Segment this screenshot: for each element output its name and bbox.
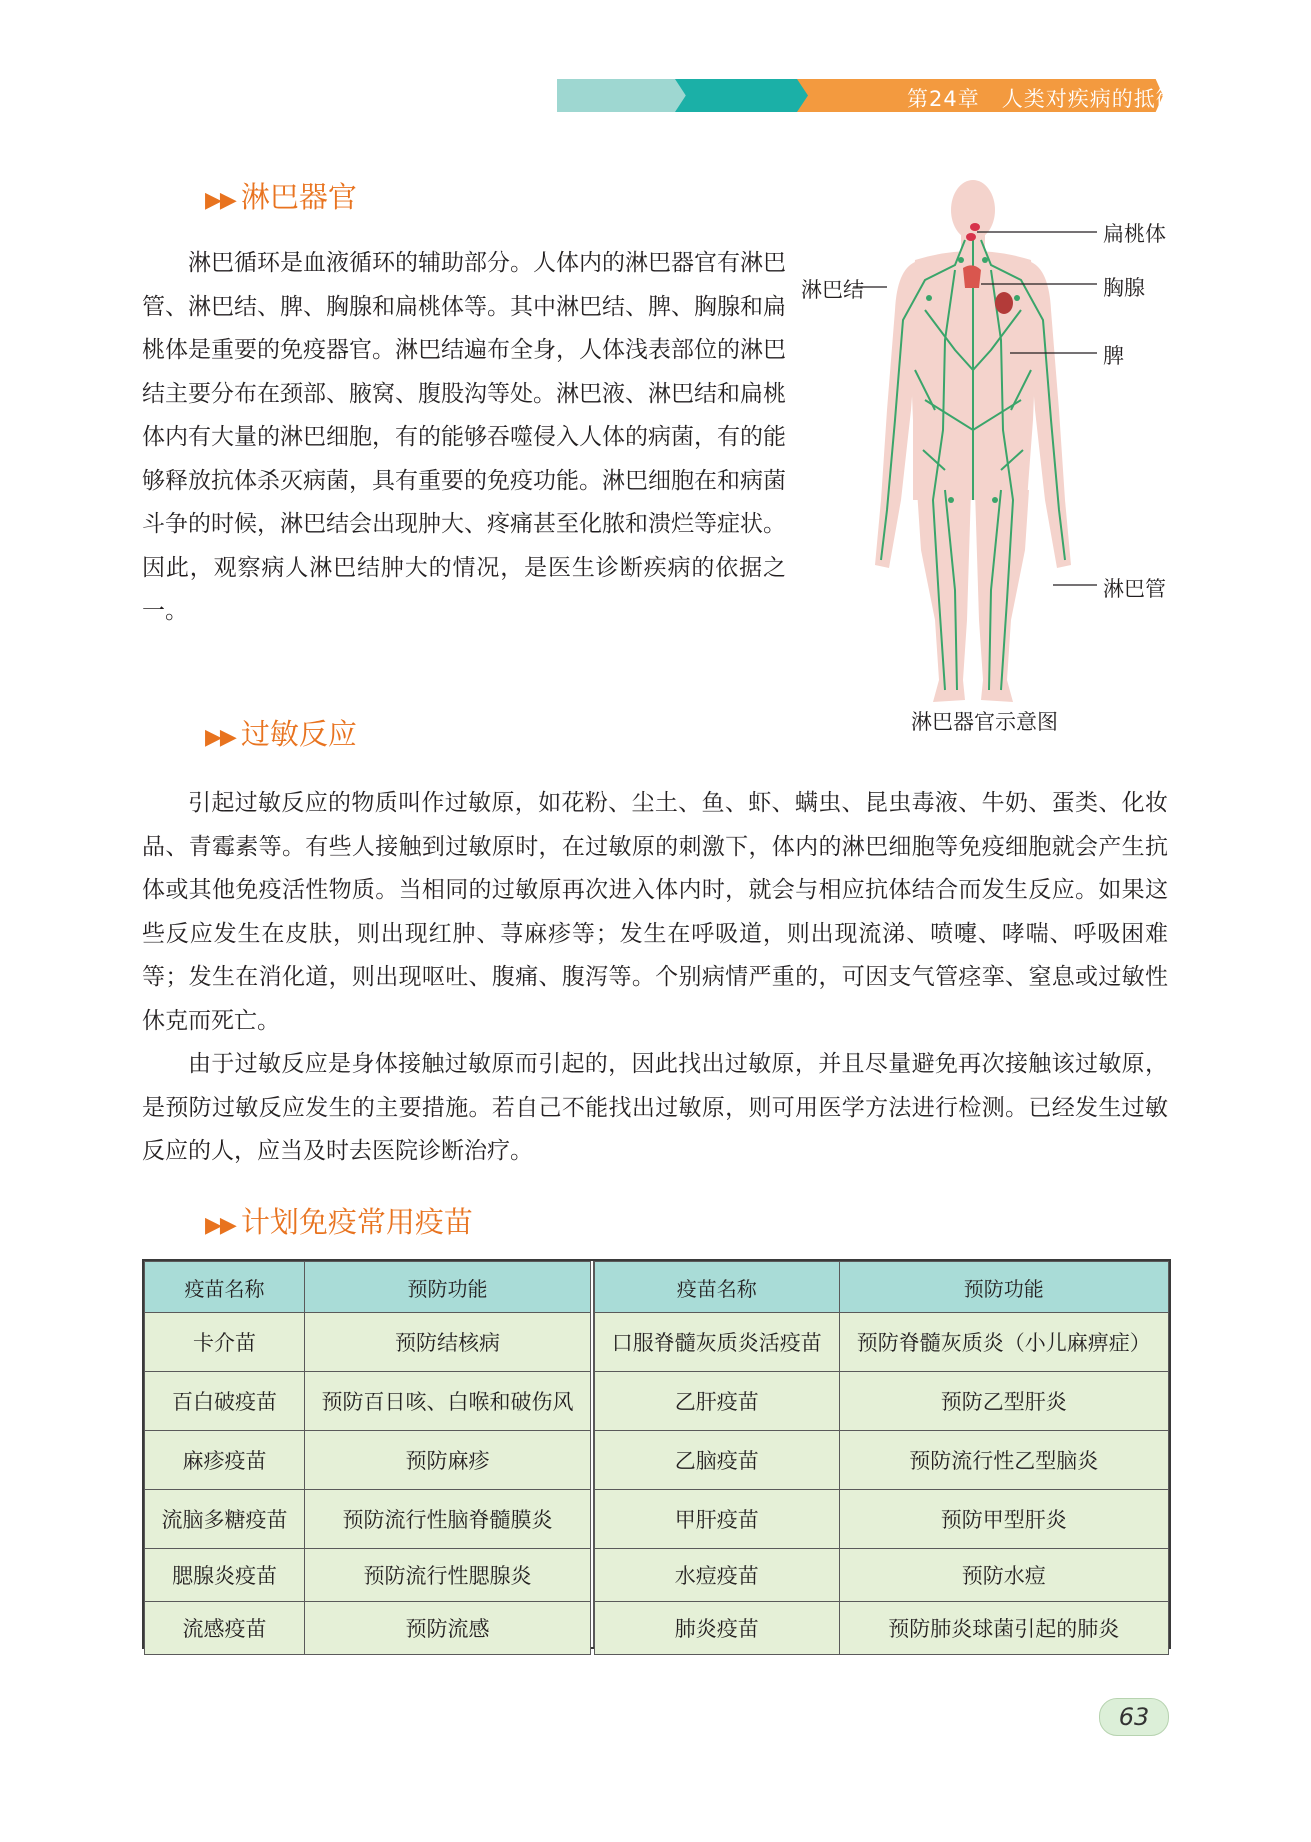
vaccine-function: 预防麻疹 xyxy=(305,1431,591,1490)
vaccine-function: 预防百日咳、白喉和破伤风 xyxy=(305,1372,591,1431)
vaccine-table-right xyxy=(594,1261,1169,1655)
section-heading-allergy xyxy=(205,712,357,753)
paragraph-text: 淋巴循环是血液循环的辅助部分。人体内的淋巴器官有淋巴管、淋巴结、脾、胸腺和扁桃体等。其中淋巴结、脾、胸腺和扁桃体是重要的免疫器官。淋巴结遍布全身，人体浅表部位的淋巴结主要分布在颈部、腋窝、腹股沟等处。淋巴液、淋巴结和扁桃体内有大量的淋巴细胞，有的能够吞噬侵入人体的病菌，有的能够释放抗体杀灭病菌，具有重要的免疫功能。淋巴细胞在和病菌斗争的时候，淋巴结会出现肿大、疼痛甚至化脓和溃烂等症状。因此，观察病人淋巴结肿大的情况，是医生诊断疾病的依据之一。 xyxy=(142,250,786,624)
table-row xyxy=(145,1549,591,1602)
column-header-function: 预防功能 xyxy=(839,1262,1169,1313)
vaccine-function: 预防水痘 xyxy=(839,1549,1169,1602)
vaccine-table-left xyxy=(144,1261,591,1655)
label-spleen: 脾 xyxy=(1103,344,1124,368)
table-row xyxy=(595,1431,1169,1490)
vaccine-name: 甲肝疫苗 xyxy=(595,1490,840,1549)
vaccine-name: 口服脊髓灰质炎活疫苗 xyxy=(595,1313,840,1372)
chapter-title: 第24章 人类对疾病的抵御 xyxy=(907,87,1178,111)
table-row xyxy=(145,1313,591,1372)
table-row xyxy=(145,1602,591,1655)
paragraph-text: 由于过敏反应是身体接触过敏原而引起的，因此找出过敏原，并且尽量避免再次接触该过敏原，是预防过敏反应发生的主要措施。若自己不能找出过敏原，则可用医学方法进行检测。已经发生过敏反应的人，应当及时去医院诊断治疗。 xyxy=(142,1051,1168,1164)
vaccine-name: 流感疫苗 xyxy=(145,1602,305,1655)
section-heading-lymph xyxy=(205,175,357,216)
vaccine-function: 预防流行性脑脊髓膜炎 xyxy=(305,1490,591,1549)
double-arrow-icon: ▶▶ xyxy=(205,188,235,213)
label-lymph-vessel: 淋巴管 xyxy=(1103,577,1166,601)
table-row xyxy=(595,1549,1169,1602)
vaccine-name: 水痘疫苗 xyxy=(595,1549,840,1602)
label-thymus: 胸腺 xyxy=(1103,276,1145,300)
label-lymph-node: 淋巴结 xyxy=(801,278,864,302)
section-heading-text: 计划免疫常用疫苗 xyxy=(240,1205,473,1239)
paragraph-text: 引起过敏反应的物质叫作过敏原，如花粉、尘土、鱼、虾、螨虫、昆虫毒液、牛奶、蛋类、化妆品、青霉素等。有些人接触到过敏原时，在过敏原的刺激下，体内的淋巴细胞等免疫细胞就会产生抗体或其他免疫活性物质。当相同的过敏原再次进入体内时，就会与相应抗体结合而发生反应。如果这些反应发生在皮肤，则出现红肿、荨麻疹等；发生在呼吸道，则出现流涕、喷嚏、哮喘、呼吸困难等；发生在消化道，则出现呕吐、腹痛、腹泻等。个别病情严重的，可因支气管痉挛、窒息或过敏性休克而死亡。 xyxy=(142,790,1168,1034)
vaccine-function: 预防肺炎球菌引起的肺炎 xyxy=(839,1602,1169,1655)
vaccine-name: 麻疹疫苗 xyxy=(145,1431,305,1490)
paragraph-lymph xyxy=(142,242,786,634)
vaccine-function: 预防甲型肝炎 xyxy=(839,1490,1169,1549)
vaccine-function: 预防流感 xyxy=(305,1602,591,1655)
vaccine-function: 预防乙型肝炎 xyxy=(839,1372,1169,1431)
page-number: 63 xyxy=(1099,1698,1169,1736)
section-heading-text: 过敏反应 xyxy=(240,717,357,751)
vaccine-name: 乙肝疫苗 xyxy=(595,1372,840,1431)
table-row xyxy=(595,1372,1169,1431)
column-header-name: 疫苗名称 xyxy=(595,1262,840,1313)
vaccine-name: 流脑多糖疫苗 xyxy=(145,1490,305,1549)
figure-caption: 淋巴器官示意图 xyxy=(911,710,1058,734)
column-header-name: 疫苗名称 xyxy=(145,1262,305,1313)
banner-segment-light xyxy=(557,79,687,112)
vaccine-name: 肺炎疫苗 xyxy=(595,1602,840,1655)
vaccine-function: 预防脊髓灰质炎（小儿麻痹症） xyxy=(839,1313,1169,1372)
body-illustration xyxy=(805,170,1185,710)
table-row xyxy=(595,1602,1169,1655)
table-row xyxy=(595,1490,1169,1549)
label-tonsil: 扁桃体 xyxy=(1103,222,1166,246)
double-arrow-icon: ▶▶ xyxy=(205,725,235,750)
chapter-banner xyxy=(557,79,1178,112)
lymph-organs-figure xyxy=(801,170,1185,740)
vaccine-name: 乙脑疫苗 xyxy=(595,1431,840,1490)
double-arrow-icon: ▶▶ xyxy=(205,1213,235,1238)
table-row xyxy=(145,1431,591,1490)
paragraph-allergy xyxy=(142,782,1168,1174)
vaccine-name: 腮腺炎疫苗 xyxy=(145,1549,305,1602)
vaccine-table xyxy=(142,1259,1171,1649)
table-row xyxy=(145,1490,591,1549)
vaccine-function: 预防结核病 xyxy=(305,1313,591,1372)
vaccine-function: 预防流行性腮腺炎 xyxy=(305,1549,591,1602)
vaccine-name: 百白破疫苗 xyxy=(145,1372,305,1431)
table-row xyxy=(145,1372,591,1431)
vaccine-name: 卡介苗 xyxy=(145,1313,305,1372)
banner-segment-teal xyxy=(675,79,810,112)
table-row xyxy=(595,1313,1169,1372)
vaccine-function: 预防流行性乙型脑炎 xyxy=(839,1431,1169,1490)
section-heading-vaccine xyxy=(205,1200,473,1241)
column-header-function: 预防功能 xyxy=(305,1262,591,1313)
section-heading-text: 淋巴器官 xyxy=(240,180,357,214)
